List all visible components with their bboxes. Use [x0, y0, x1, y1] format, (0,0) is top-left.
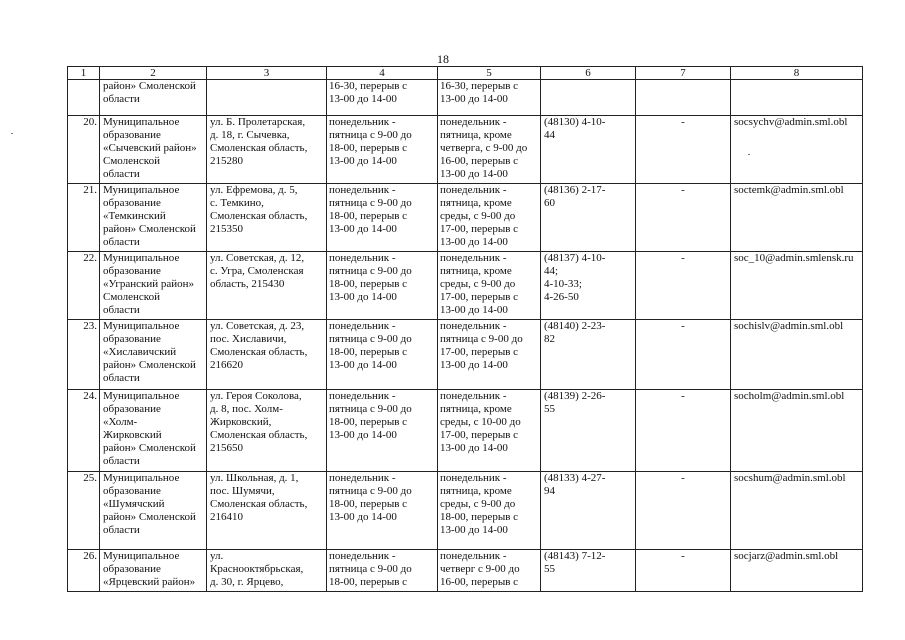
municipality-name-line: образование [103, 129, 161, 141]
working-hours-line: пятница с 9-00 до [329, 197, 412, 209]
municipality-name-line: области [103, 524, 140, 536]
working-hours-line: 13-00 до 14-00 [329, 359, 397, 371]
address-line: Краснооктябрьская, [210, 563, 304, 575]
email-cell [731, 116, 863, 184]
table-row [68, 252, 863, 320]
address-line: Смоленская область, [210, 210, 308, 222]
municipality-name-cell [100, 550, 207, 592]
municipality-name-line: образование [103, 197, 161, 209]
scan-speck [748, 154, 750, 155]
email-cell [731, 252, 863, 320]
address-line: 215350 [210, 223, 243, 235]
municipality-name-cell [100, 472, 207, 550]
header-cell: 4 [327, 67, 438, 80]
working-hours-line: 18-00, перерыв с [329, 576, 408, 588]
reception-hours-line: 13-00 до 14-00 [440, 524, 508, 536]
institutions-table [67, 66, 863, 592]
municipality-name-cell [100, 390, 207, 472]
row-number-cell [68, 390, 100, 472]
table-row [68, 184, 863, 252]
phone-line: (48136) 2-17- [544, 184, 606, 196]
working-hours-line: 13-00 до 14-00 [329, 429, 397, 441]
address-line: ул. Ефремова, д. 5, [210, 184, 298, 196]
phone-line: (48133) 4-27- [544, 472, 606, 484]
table-row [68, 550, 863, 592]
email-cell [731, 472, 863, 550]
address-line: 215280 [210, 155, 243, 167]
address-line: Смоленская область, [210, 142, 308, 154]
working-hours-line: понедельник - [329, 320, 396, 332]
working-hours-line: понедельник - [329, 184, 396, 196]
address-line: 216620 [210, 359, 243, 371]
municipality-name-line: образование [103, 563, 161, 575]
working-hours-line: пятница с 9-00 до [329, 129, 412, 141]
municipality-name-line: области [103, 455, 140, 467]
municipality-name-line: Смоленской [103, 291, 160, 303]
municipality-name-line: Муниципальное [103, 472, 180, 484]
municipality-name-cell [100, 252, 207, 320]
reception-hours-line: 17-00, перерыв с [440, 346, 519, 358]
reception-hours-line: понедельник - [440, 116, 507, 128]
reception-hours-cell [438, 80, 541, 116]
working-hours-line: 18-00, перерыв с [329, 416, 408, 428]
row-number-cell [68, 320, 100, 390]
phone-line: 44; [544, 265, 559, 277]
row-number: 22. [83, 252, 97, 264]
table-row [68, 116, 863, 184]
header-cell: 7 [636, 67, 731, 80]
working-hours-line: 13-00 до 14-00 [329, 511, 397, 523]
municipality-name-line: образование [103, 403, 161, 415]
email-cell [731, 550, 863, 592]
email-cell [731, 320, 863, 390]
address-cell [207, 472, 327, 550]
municipality-name-line: области [103, 236, 140, 248]
municipality-name-line: «Ярцевский район» [103, 576, 196, 588]
reception-hours-line: пятница с 9-00 до [440, 333, 523, 345]
address-line: ул. Советская, д. 23, [210, 320, 305, 332]
reception-hours-line: понедельник - [440, 252, 507, 264]
column-7-value-cell [636, 116, 731, 184]
header-cell: 1 [68, 67, 100, 80]
working-hours-line: понедельник - [329, 550, 396, 562]
working-hours-line: понедельник - [329, 472, 396, 484]
reception-hours-line: пятница, кроме [440, 403, 512, 415]
reception-hours-line: 13-00 до 14-00 [440, 304, 508, 316]
reception-hours-line: 18-00, перерыв с [440, 511, 519, 523]
column-7-value: - [681, 550, 685, 562]
phone-line: 44 [544, 129, 555, 141]
municipality-name-line: «Угранский район» [103, 278, 195, 290]
phone-cell [541, 472, 636, 550]
working-hours-line: 18-00, перерыв с [329, 346, 408, 358]
address-line: область, 215430 [210, 278, 285, 290]
reception-hours-cell [438, 390, 541, 472]
email[interactable]: socsychv@admin.sml.obl [734, 116, 848, 128]
column-7-value: - [681, 116, 685, 128]
column-7-value: - [681, 320, 685, 332]
reception-hours-line: 16-00, перерыв с [440, 576, 519, 588]
municipality-name-line: Муниципальное [103, 252, 180, 264]
municipality-name-line: области [103, 372, 140, 384]
address-line: 216410 [210, 511, 243, 523]
row-number-cell [68, 472, 100, 550]
header-cell: 3 [207, 67, 327, 80]
header-cell: 2 [100, 67, 207, 80]
address-line: д. 30, г. Ярцево, [210, 576, 284, 588]
municipality-name-cell [100, 80, 207, 116]
address-cell [207, 80, 327, 116]
email[interactable]: socjarz@admin.sml.obl [734, 550, 839, 562]
municipality-name-line: области [103, 168, 140, 180]
working-hours-cell [327, 320, 438, 390]
address-cell [207, 550, 327, 592]
row-number-cell [68, 550, 100, 592]
column-7-value: - [681, 390, 685, 402]
column-7-value: - [681, 252, 685, 264]
row-number: 23. [83, 320, 97, 332]
address-line: ул. [210, 550, 224, 562]
column-7-value-cell [636, 80, 731, 116]
row-number-cell [68, 184, 100, 252]
municipality-name-line: области [103, 93, 140, 105]
reception-hours-line: 17-00, перерыв с [440, 223, 519, 235]
phone-line: (48143) 7-12- [544, 550, 606, 562]
reception-hours-cell [438, 252, 541, 320]
municipality-name-line: Муниципальное [103, 184, 180, 196]
municipality-name-line: образование [103, 485, 161, 497]
working-hours-line: 13-00 до 14-00 [329, 155, 397, 167]
working-hours-line: понедельник - [329, 390, 396, 402]
working-hours-line: 18-00, перерыв с [329, 498, 408, 510]
municipality-name-line: области [103, 304, 140, 316]
reception-hours-line: понедельник - [440, 550, 507, 562]
reception-hours-cell [438, 184, 541, 252]
address-line: д. 18, г. Сычевка, [210, 129, 290, 141]
phone-cell [541, 252, 636, 320]
municipality-name-line: «Шумячский [103, 498, 165, 510]
phone-cell [541, 116, 636, 184]
working-hours-cell [327, 80, 438, 116]
reception-hours-line: 16-00, перерыв с [440, 155, 519, 167]
address-line: ул. Советская, д. 12, [210, 252, 305, 264]
municipality-name-line: Муниципальное [103, 550, 180, 562]
row-number: 26. [83, 550, 97, 562]
table-row [68, 390, 863, 472]
column-7-value-cell [636, 390, 731, 472]
header-cell: 8 [731, 67, 863, 80]
reception-hours-line: четверга, с 9-00 до [440, 142, 528, 154]
municipality-name-line: Муниципальное [103, 116, 180, 128]
address-line: ул. Школьная, д. 1, [210, 472, 299, 484]
reception-hours-line: пятница, кроме [440, 485, 512, 497]
address-line: ул. Героя Соколова, [210, 390, 302, 402]
row-number: 20. [83, 116, 97, 128]
email[interactable]: socshum@admin.sml.obl [734, 472, 846, 484]
municipality-name-line: район» Смоленской [103, 511, 196, 523]
phone-line: 60 [544, 197, 555, 209]
row-number-cell [68, 116, 100, 184]
scan-speck [11, 133, 13, 134]
address-cell [207, 390, 327, 472]
email[interactable]: socholm@admin.sml.obl [734, 390, 845, 402]
reception-hours-line: пятница, кроме [440, 265, 512, 277]
phone-line: 82 [544, 333, 555, 345]
reception-hours-line: пятница, кроме [440, 129, 512, 141]
working-hours-line: пятница с 9-00 до [329, 485, 412, 497]
reception-hours-line: среды, с 9-00 до [440, 278, 516, 290]
reception-hours-line: понедельник - [440, 472, 507, 484]
address-line: Смоленская область, [210, 429, 308, 441]
municipality-name-cell [100, 116, 207, 184]
reception-hours-line: 17-00, перерыв с [440, 429, 519, 441]
working-hours-cell [327, 184, 438, 252]
phone-line: (48130) 4-10- [544, 116, 606, 128]
table-row [68, 320, 863, 390]
reception-hours-line: 16-30, перерыв с [440, 80, 519, 92]
municipality-name-line: Муниципальное [103, 320, 180, 332]
column-7-value-cell [636, 550, 731, 592]
working-hours-cell [327, 472, 438, 550]
email-cell [731, 80, 863, 116]
municipality-name-line: район» Смоленской [103, 223, 196, 235]
address-line: пос. Шумячи, [210, 485, 275, 497]
working-hours-line: 13-00 до 14-00 [329, 291, 397, 303]
header-row [68, 67, 863, 80]
phone-line: 4-10-33; [544, 278, 582, 290]
municipality-name-line: Муниципальное [103, 390, 180, 402]
address-line: ул. Б. Пролетарская, [210, 116, 306, 128]
email[interactable]: soc_10@admin.smlensk.ru [734, 252, 854, 264]
phone-line: (48140) 2-23- [544, 320, 606, 332]
working-hours-line: пятница с 9-00 до [329, 403, 412, 415]
working-hours-cell [327, 252, 438, 320]
header-cell: 5 [438, 67, 541, 80]
phone-cell [541, 320, 636, 390]
reception-hours-line: 13-00 до 14-00 [440, 359, 508, 371]
table-row [68, 80, 863, 116]
working-hours-cell [327, 116, 438, 184]
address-line: с. Угра, Смоленская [210, 265, 304, 277]
column-7-value-cell [636, 184, 731, 252]
reception-hours-cell [438, 550, 541, 592]
reception-hours-line: 13-00 до 14-00 [440, 168, 508, 180]
address-cell [207, 184, 327, 252]
reception-hours-line: понедельник - [440, 320, 507, 332]
email-cell [731, 184, 863, 252]
address-line: Смоленская область, [210, 498, 308, 510]
phone-cell [541, 80, 636, 116]
working-hours-line: пятница с 9-00 до [329, 265, 412, 277]
municipality-name-cell [100, 320, 207, 390]
working-hours-line: пятница с 9-00 до [329, 333, 412, 345]
phone-line: 55 [544, 563, 555, 575]
reception-hours-line: 17-00, перерыв с [440, 291, 519, 303]
column-7-value-cell [636, 472, 731, 550]
address-line: Смоленская область, [210, 346, 308, 358]
column-7-value: - [681, 184, 685, 196]
reception-hours-line: 13-00 до 14-00 [440, 442, 508, 454]
phone-line: 4-26-50 [544, 291, 579, 303]
municipality-name-line: образование [103, 265, 161, 277]
column-7-value-cell [636, 252, 731, 320]
reception-hours-cell [438, 116, 541, 184]
row-number-cell [68, 252, 100, 320]
reception-hours-cell [438, 320, 541, 390]
working-hours-cell [327, 390, 438, 472]
municipality-name-line: «Хиславичский [103, 346, 177, 358]
municipality-name-line: «Холм- [103, 416, 138, 428]
municipality-name-line: Жирковский [103, 429, 162, 441]
address-line: 215650 [210, 442, 243, 454]
municipality-name-line: Смоленской [103, 155, 160, 167]
working-hours-line: 16-30, перерыв с [329, 80, 408, 92]
phone-cell [541, 390, 636, 472]
page-number: 18 [437, 52, 449, 66]
working-hours-line: 18-00, перерыв с [329, 142, 408, 154]
reception-hours-line: среды, с 10-00 до [440, 416, 521, 428]
row-number: 24. [83, 390, 97, 402]
column-7-value: - [681, 472, 685, 484]
reception-hours-line: среды, с 9-00 до [440, 210, 516, 222]
address-cell [207, 252, 327, 320]
reception-hours-line: 13-00 до 14-00 [440, 93, 508, 105]
reception-hours-line: среды, с 9-00 до [440, 498, 516, 510]
working-hours-line: понедельник - [329, 252, 396, 264]
address-line: с. Темкино, [210, 197, 264, 209]
working-hours-line: 18-00, перерыв с [329, 210, 408, 222]
email[interactable]: soctemk@admin.sml.obl [734, 184, 844, 196]
email[interactable]: sochislv@admin.sml.obl [734, 320, 844, 332]
working-hours-line: пятница с 9-00 до [329, 563, 412, 575]
municipality-name-line: образование [103, 333, 161, 345]
reception-hours-line: пятница, кроме [440, 197, 512, 209]
municipality-name-line: район» Смоленской [103, 442, 196, 454]
reception-hours-cell [438, 472, 541, 550]
municipality-name-line: «Темкинский [103, 210, 166, 222]
row-number: 21. [83, 184, 97, 196]
address-line: пос. Хиславичи, [210, 333, 287, 345]
working-hours-line: 13-00 до 14-00 [329, 223, 397, 235]
reception-hours-line: понедельник - [440, 184, 507, 196]
phone-cell [541, 550, 636, 592]
row-number: 25. [83, 472, 97, 484]
phone-line: 94 [544, 485, 555, 497]
column-7-value-cell [636, 320, 731, 390]
working-hours-line: понедельник - [329, 116, 396, 128]
phone-cell [541, 184, 636, 252]
phone-line: (48139) 2-26- [544, 390, 606, 402]
email-cell [731, 390, 863, 472]
reception-hours-line: 13-00 до 14-00 [440, 236, 508, 248]
phone-line: 55 [544, 403, 555, 415]
address-line: Жирковский, [210, 416, 272, 428]
working-hours-line: 18-00, перерыв с [329, 278, 408, 290]
header-cell: 6 [541, 67, 636, 80]
municipality-name-line: «Сычевский район» [103, 142, 197, 154]
table-row [68, 472, 863, 550]
working-hours-cell [327, 550, 438, 592]
reception-hours-line: четверг с 9-00 до [440, 563, 520, 575]
address-line: д. 8, пос. Холм- [210, 403, 283, 415]
municipality-name-line: район» Смоленской [103, 80, 196, 92]
address-cell [207, 116, 327, 184]
phone-line: (48137) 4-10- [544, 252, 606, 264]
working-hours-line: 13-00 до 14-00 [329, 93, 397, 105]
reception-hours-line: понедельник - [440, 390, 507, 402]
municipality-name-cell [100, 184, 207, 252]
municipality-name-line: район» Смоленской [103, 359, 196, 371]
address-cell [207, 320, 327, 390]
row-number-cell [68, 80, 100, 116]
